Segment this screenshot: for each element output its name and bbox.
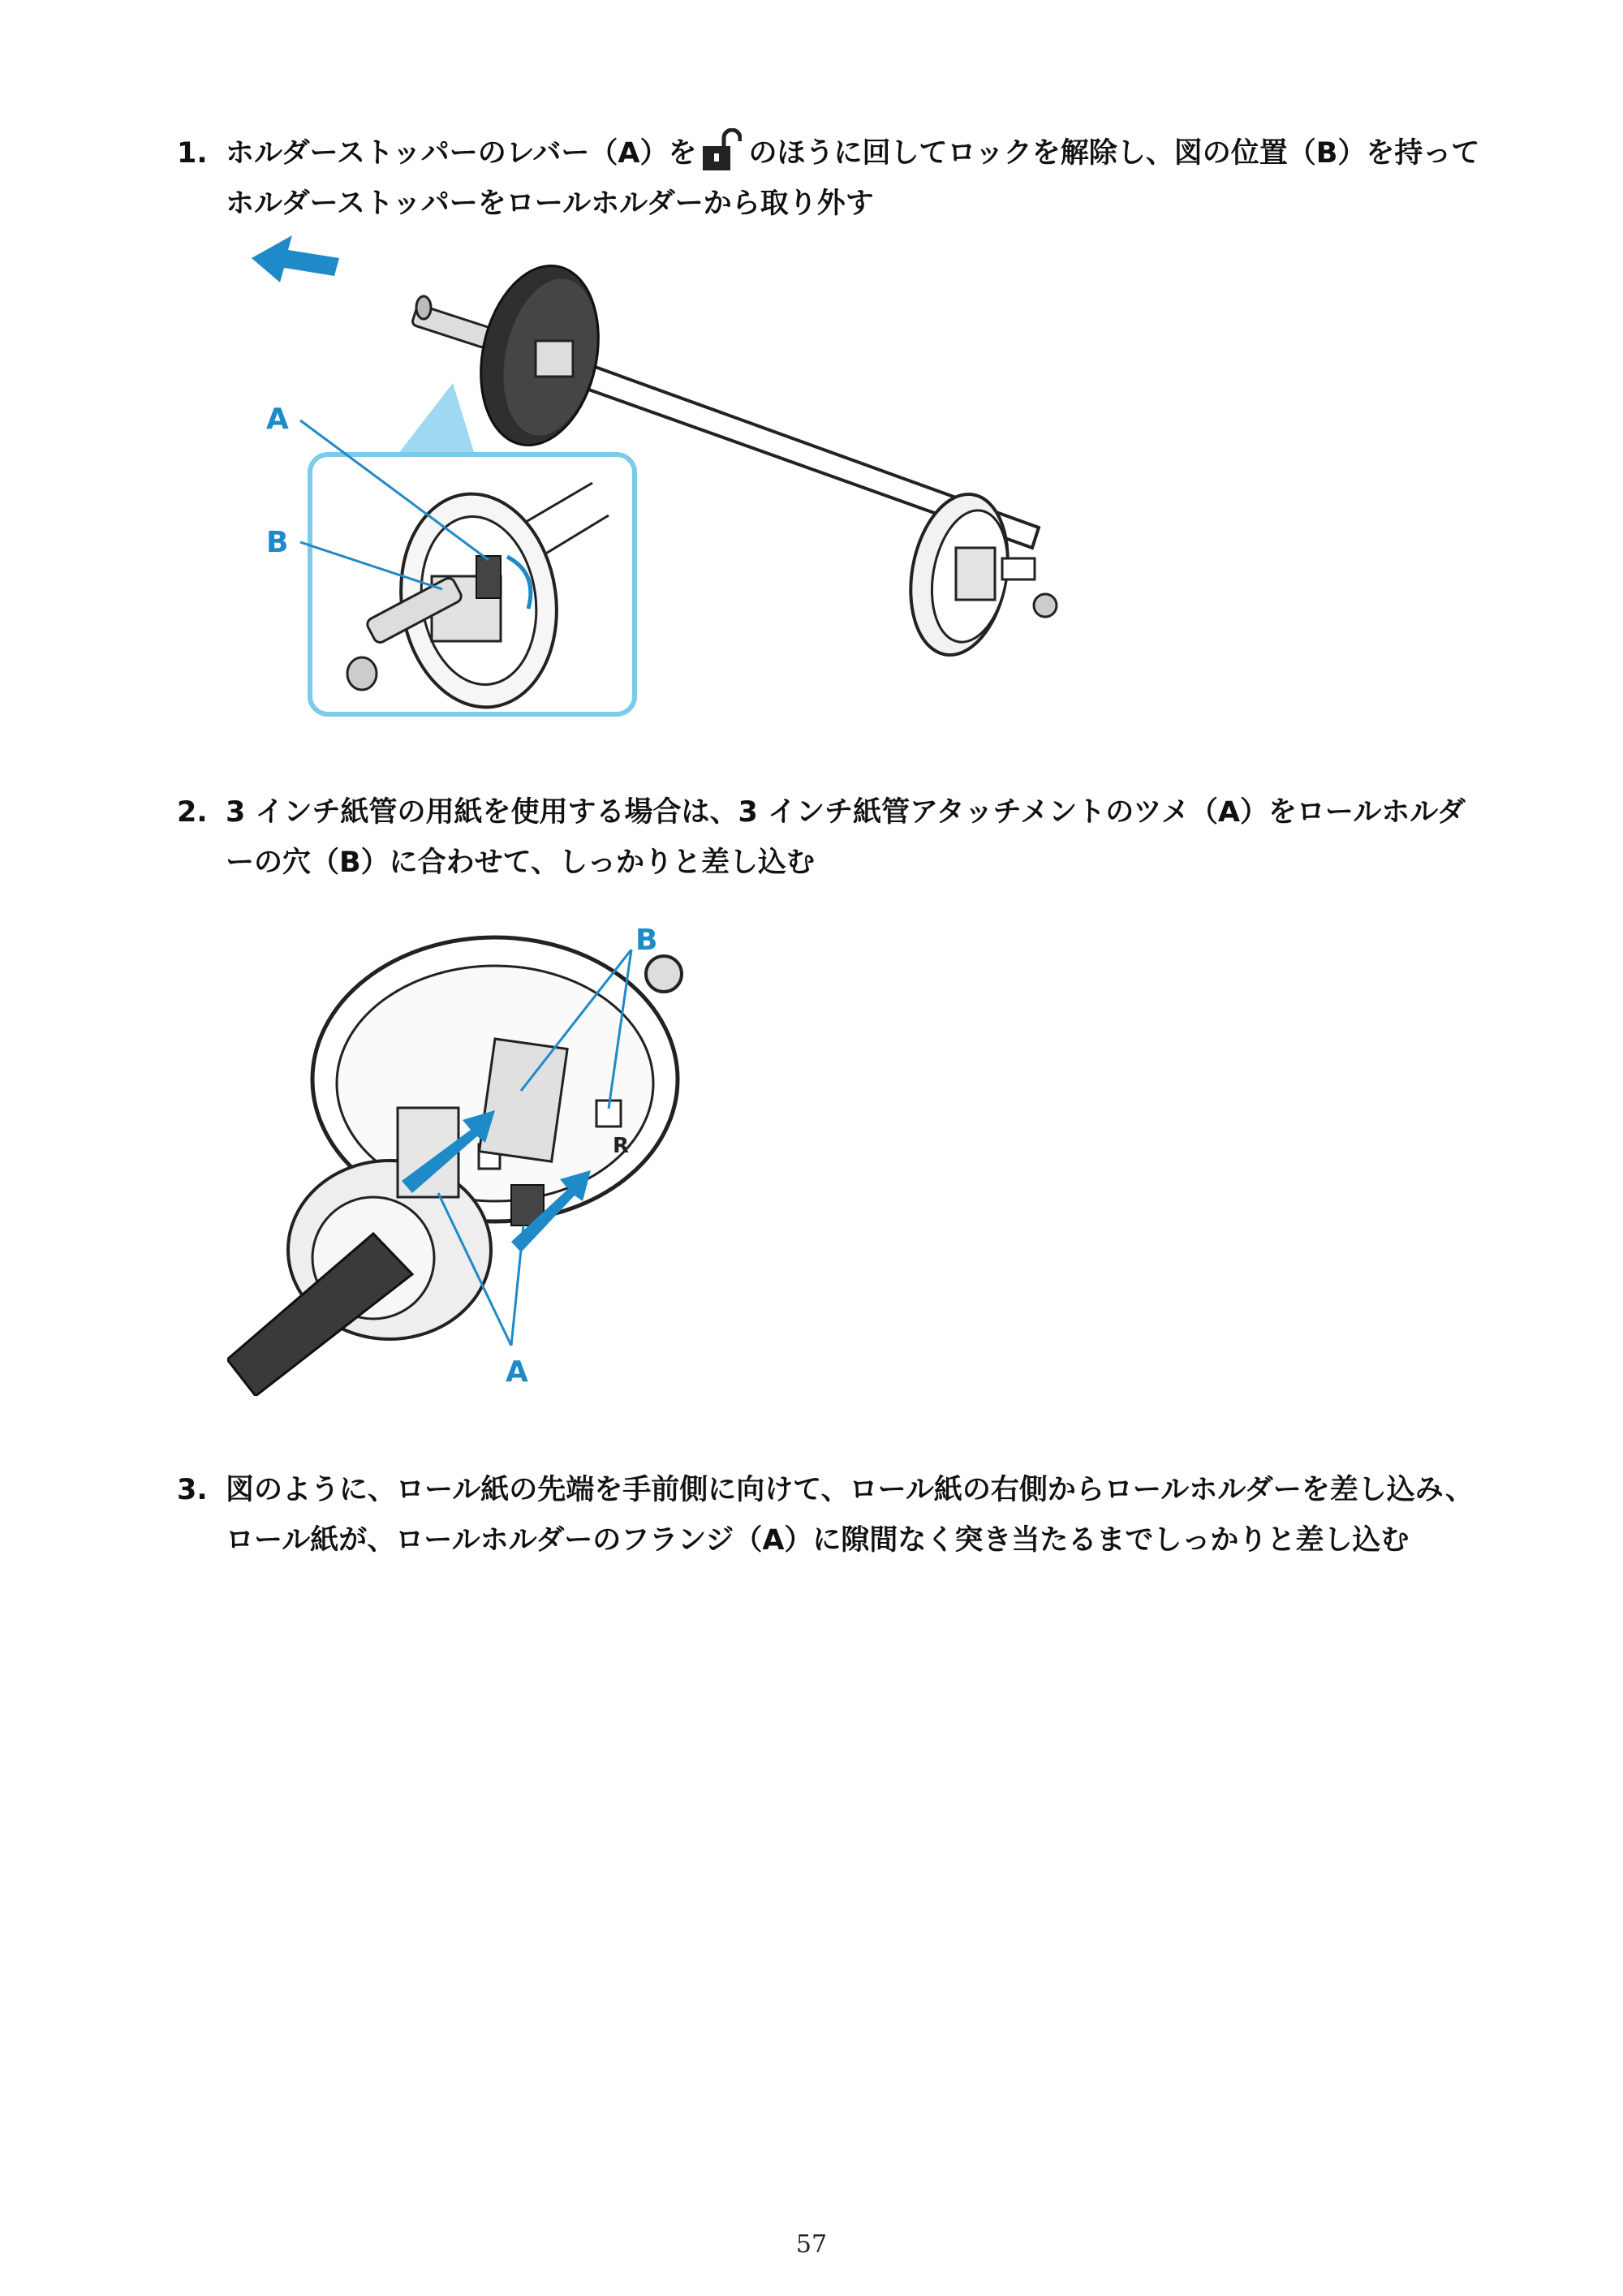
step-1 — [177, 128, 1483, 229]
figure-attachment-insertion — [227, 917, 747, 1396]
label-a: A — [506, 1355, 528, 1389]
step-text: ホルダーストッパーのレバー（A）を のほうに回してロックを解除し、図の位置（B）を持ってホルダーストッパーをロールホルダーから取り外す — [226, 128, 1483, 229]
step-3 — [177, 1465, 1483, 1566]
unlock-icon — [703, 128, 742, 170]
page-number: 57 — [795, 2230, 828, 2259]
label-b: B — [266, 526, 289, 559]
step-number: 3. — [177, 1474, 208, 1506]
figure-roll-holder-stopper — [243, 235, 1087, 739]
label-b: B — [635, 924, 658, 957]
step-2 — [177, 787, 1483, 888]
step-text: 図のように、ロール紙の先端を手前側に向けて、ロール紙の右側からロールホルダーを差し込み、ロール紙が、ロールホルダーのフランジ（A）に隙間なく突き当たるまでしっかりと差し込む — [226, 1474, 1474, 1557]
step-text: 3 インチ紙管の用紙を使用する場合は、3 インチ紙管アタッチメントのツメ（A）をロールホルダーの穴（B）に合わせて、しっかりと差し込む — [226, 796, 1466, 879]
svg-text:R: R — [613, 1134, 630, 1158]
step-number: 1. — [177, 137, 208, 170]
direction-arrow — [252, 235, 339, 282]
step-number: 2. — [177, 796, 208, 829]
label-a: A — [266, 403, 289, 436]
